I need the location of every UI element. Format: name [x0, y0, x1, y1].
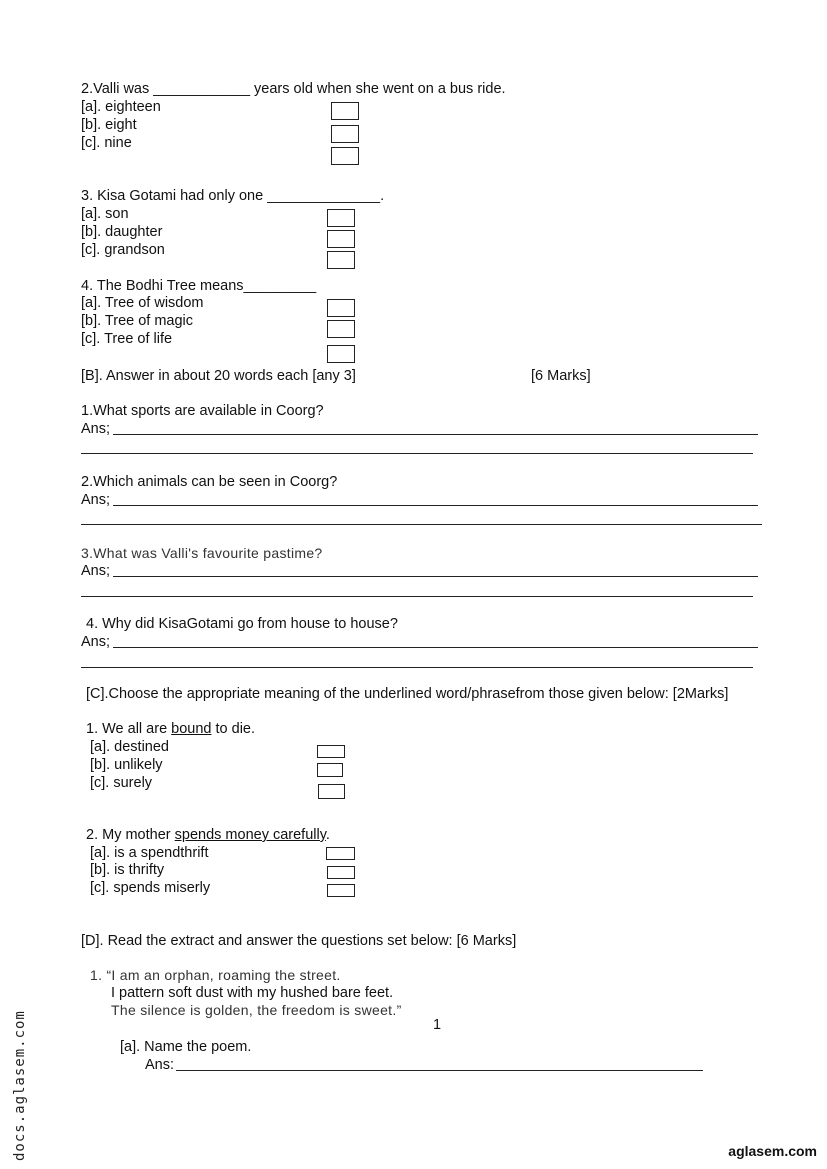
q4-answer-box-a[interactable] — [327, 299, 355, 317]
q4-option-b: [b]. Tree of magic — [81, 313, 194, 329]
c-q2-underlined: spends money carefully — [174, 827, 326, 843]
d-sub-question-a: [a]. Name the poem. — [120, 1039, 252, 1055]
c-q2-post: . — [325, 827, 330, 843]
poem-line-1: 1. “I am an orphan, roaming the street. — [90, 967, 341, 983]
b-q1-answer-line-2[interactable] — [81, 453, 753, 454]
q3-answer-box-b[interactable] — [327, 230, 355, 248]
c-q1-option-b: [b]. unlikely — [90, 757, 163, 773]
b-q4-text: 4. Why did KisaGotami go from house to house? — [86, 616, 398, 632]
section-b-heading: [B]. Answer in about 20 words each [any 3] — [81, 368, 356, 384]
poem-line-2: I pattern soft dust with my hushed bare feet. — [111, 985, 394, 1001]
c-q2-option-a: [a]. is a spendthrift — [90, 845, 209, 861]
b-q1-ans-label: Ans; — [81, 421, 111, 437]
q2-text: 2.Valli was ____________ years old when she went on a bus ride. — [81, 81, 506, 97]
q2-answer-box-a[interactable] — [331, 102, 359, 120]
q4-text: 4. The Bodhi Tree means_________ — [81, 278, 317, 294]
section-b-marks: [6 Marks] — [531, 368, 591, 384]
b-q3-answer-line-2[interactable] — [81, 596, 753, 597]
q2-option-a: [a]. eighteen — [81, 99, 161, 115]
b-q2-text: 2.Which animals can be seen in Coorg? — [81, 474, 338, 490]
b-q4-ans-label: Ans; — [81, 634, 111, 650]
q3-answer-box-a[interactable] — [327, 209, 355, 227]
b-q4-answer-line-1[interactable] — [113, 647, 758, 648]
q3-text: 3. Kisa Gotami had only one ______________. — [81, 188, 385, 204]
c-q2-answer-box-a[interactable] — [326, 847, 355, 860]
c-q1-option-c: [c]. surely — [90, 775, 153, 791]
c-q1-text — [86, 720, 255, 738]
q3-option-c: [c]. grandson — [81, 242, 165, 258]
c-q2-option-b: [b]. is thrifty — [90, 862, 165, 878]
c-q1-underlined: bound — [171, 721, 212, 737]
q4-option-a: [a]. Tree of wisdom — [81, 295, 204, 311]
c-q2-option-c: [c]. spends miserly — [90, 880, 211, 896]
section-d-heading: [D]. Read the extract and answer the questions set below: [6 Marks] — [81, 933, 517, 949]
page-number: 1 — [433, 1017, 442, 1033]
c-q1-answer-box-a[interactable] — [317, 745, 345, 758]
q4-answer-box-b[interactable] — [327, 320, 355, 338]
b-q2-answer-line-1[interactable] — [113, 505, 758, 506]
q2-answer-box-c[interactable] — [331, 147, 359, 165]
c-q1-answer-box-b[interactable] — [317, 763, 343, 777]
b-q1-text: 1.What sports are available in Coorg? — [81, 403, 324, 419]
d-sub-answer-line[interactable] — [176, 1070, 703, 1071]
b-q4-answer-line-2[interactable] — [81, 667, 753, 668]
q4-option-c: [c]. Tree of life — [81, 331, 173, 347]
b-q3-ans-label: Ans; — [81, 563, 111, 579]
q2-option-b: [b]. eight — [81, 117, 137, 133]
q3-option-a: [a]. son — [81, 206, 129, 222]
c-q1-pre: 1. We all are — [86, 721, 172, 737]
q2-option-c: [c]. nine — [81, 135, 132, 151]
d-sub-ans-label: Ans: — [145, 1057, 175, 1073]
c-q1-post: to die. — [211, 721, 256, 737]
q4-answer-box-c[interactable] — [327, 345, 355, 363]
c-q1-answer-box-c[interactable] — [318, 784, 345, 799]
poem-line-3: The silence is golden, the freedom is sweet.” — [111, 1002, 402, 1018]
q2-answer-box-b[interactable] — [331, 125, 359, 143]
c-q2-pre: 2. My mother — [86, 827, 175, 843]
c-q1-option-a: [a]. destined — [90, 739, 169, 755]
b-q2-answer-line-2[interactable] — [81, 524, 762, 525]
brand-logo: aglasem.com — [728, 1143, 817, 1159]
b-q1-answer-line-1[interactable] — [113, 434, 758, 435]
c-q2-answer-box-b[interactable] — [327, 866, 355, 879]
q3-answer-box-c[interactable] — [327, 251, 355, 269]
section-c-heading: [C].Choose the appropriate meaning of the underlined word/phrasefrom those given below: [2Marks] — [86, 686, 729, 702]
c-q2-answer-box-c[interactable] — [327, 884, 355, 897]
b-q3-answer-line-1[interactable] — [113, 576, 758, 577]
c-q2-text — [86, 826, 330, 844]
side-watermark: docs.aglasem.com — [12, 1010, 28, 1161]
b-q2-ans-label: Ans; — [81, 492, 111, 508]
b-q3-text: 3.What was Valli's favourite pastime? — [81, 545, 323, 561]
q3-option-b: [b]. daughter — [81, 224, 163, 240]
